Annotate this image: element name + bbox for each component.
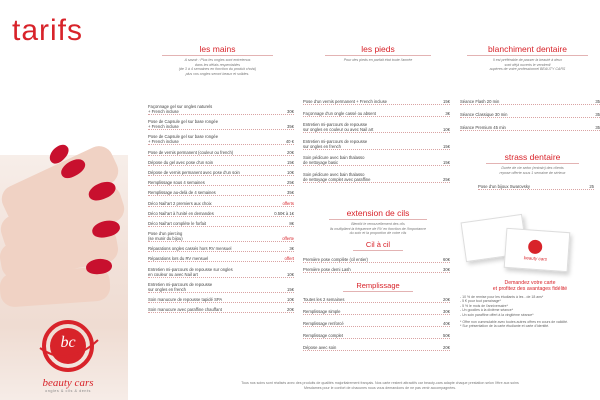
price-row-label: Façonnage d'un ongle cassé ou absent (303, 110, 376, 116)
dotted-divider (148, 175, 294, 176)
price-row-price: 15€ (443, 99, 450, 104)
price-row-price: 15€ (287, 159, 294, 165)
remplissage-section (303, 281, 453, 294)
price-row (148, 211, 294, 216)
price-row-price: 10€ (287, 271, 294, 277)
heading-divider (343, 291, 413, 292)
dotted-divider (460, 117, 600, 118)
price-row-label: Remplissage complet (303, 333, 344, 338)
strass-heading: strass dentaire (504, 152, 561, 162)
price-row (303, 99, 450, 104)
logo-monogram: bc (60, 334, 76, 351)
cil-a-cil-heading: Cil à cil (365, 239, 391, 249)
fidelite-item: - 5 € pour tout parrainage* (460, 299, 501, 304)
price-row-price: 35 (595, 112, 600, 117)
price-row (148, 170, 294, 175)
dentaire-intro: Il est préférable de passer la beauté à deux sont déjà ouverts le vendredi aupères de votre professionnel BEAUTY CARS (489, 58, 566, 72)
strass-section (470, 152, 595, 175)
price-row (148, 180, 294, 185)
card-logo-icon (528, 239, 543, 254)
dotted-divider (148, 226, 294, 227)
pieds-price-list (303, 99, 450, 188)
price-row-price: 30€ (443, 309, 450, 314)
cils-section (303, 208, 453, 253)
dotted-divider (148, 251, 294, 252)
price-row-label: Déco Nail'art complète le forfait (148, 220, 207, 226)
dotted-divider (148, 241, 294, 242)
price-row-price: 15€ (443, 143, 450, 149)
dotted-divider (478, 189, 594, 190)
price-row (303, 345, 450, 350)
mains-price-list (148, 104, 294, 317)
mains-heading: les mains (199, 44, 236, 54)
fidelite-item: - Un soin paraffine offert à la vingtième séance* (460, 312, 534, 317)
dotted-divider (460, 104, 600, 105)
price-row (303, 122, 450, 132)
price-row-label: Pose d'un vernis permanent + French incluse (303, 99, 388, 104)
card-shape (504, 228, 571, 272)
dotted-divider (148, 302, 294, 303)
price-row-price: 10€ (287, 169, 294, 175)
price-row-label: Dépose de vernis permanent avec pose d'un soin (148, 169, 240, 175)
dotted-divider (148, 292, 294, 293)
strass-intro: Durée de vie selon (entrain) des clients repose offerte sous 1 semaine de sérieux (499, 166, 566, 175)
cils-price-list (303, 257, 450, 277)
price-row (460, 99, 600, 104)
price-row-price: 35 (595, 125, 600, 130)
dotted-divider (148, 261, 294, 262)
price-row (148, 231, 294, 241)
price-row-label: Première pose demi Lash (303, 267, 351, 272)
footer-note: Tous nos soins sont réalisés avec des produits de qualités majoritairement français. Nos carte restent attractifs car beauty-cars adapte chaque prestation selon l'être aux soins Mesdames pour le confort de chacunes nous vous demandons de ne pas venir accompagnées. (241, 381, 519, 390)
price-row-price: 15€ (287, 286, 294, 292)
price-row-price: 35 (595, 99, 600, 104)
dotted-divider (303, 116, 450, 117)
price-row (303, 267, 450, 272)
price-row (478, 184, 594, 189)
price-row (460, 125, 600, 130)
price-row-price: 25€ (443, 176, 450, 182)
remplissage-price-list (303, 297, 450, 357)
price-row-price: 25€ (287, 180, 294, 186)
price-row-price: 20€ (287, 307, 294, 313)
price-row (148, 246, 294, 251)
price-row-label: Réparations lors du RV mensuel (148, 256, 209, 262)
dotted-divider (148, 155, 294, 156)
pieds-intro: Pour des pieds en parfait état toute l'année (343, 58, 413, 62)
price-row-label: Remplissage simple (303, 309, 341, 314)
price-row-price: 15€ (443, 160, 450, 165)
price-row-label: Première pose complète (cil entier) (303, 257, 368, 262)
price-row-label: Séance Classique 30 min (460, 112, 508, 117)
dentaire-price-list (460, 99, 600, 138)
heading-divider (162, 55, 273, 56)
price-row (148, 119, 294, 129)
price-row-label: Déco Nail'art 2 premiers aux choix (148, 200, 212, 206)
price-row (303, 333, 450, 338)
dotted-divider (148, 185, 294, 186)
fidelite-headline: Demandez votre carte et profitez des avantages fidélité (492, 280, 568, 292)
cils-intro: Bientôt le renouvellement des cils ils multiplient la fréquence de RV en fonction de l'importance du soin et la proportion de votre cils (329, 222, 427, 236)
fidelite-section (460, 280, 600, 329)
price-row (148, 134, 294, 144)
dotted-divider (148, 312, 294, 313)
price-row-price: 25 (589, 184, 594, 189)
fidelite-footnote: * Offre non cummulable avec toutes autres offres en cours de validité. * Sur présentation de la carte étudiante et carte d'identité. (460, 320, 569, 329)
price-row-price: 8€ (289, 220, 294, 226)
price-row (303, 172, 450, 182)
price-row-label: Soin pédicure avec bain thalasso de nettoyage basic (303, 155, 365, 165)
dotted-divider (303, 104, 450, 105)
price-row (148, 104, 294, 114)
price-row-price: 20€ (443, 345, 450, 350)
dotted-divider (148, 206, 294, 207)
mains-intro: A savoir : Plus les ongles sont entretenus dans les délais respectables (de 3 à 4 semaines en fonction du produit choisi) plus vos ongles seront beaux et solides. (178, 58, 257, 76)
price-row-label: Pose de Capsule gel sur base rongée + French incluse (148, 119, 219, 130)
price-row-label: Séance Premium 45 min (460, 125, 506, 130)
price-row (148, 282, 294, 292)
dotted-divider (303, 182, 450, 183)
dentaire-heading: blanchiment dentaire (488, 44, 567, 54)
price-row (148, 221, 294, 226)
dotted-divider (148, 144, 294, 145)
price-row (148, 256, 294, 261)
price-row (303, 139, 450, 149)
price-row-price: 10€ (443, 127, 450, 132)
price-row-price: offerte (282, 236, 294, 242)
price-row-label: Entretien mi-parcours de repousse sur ongles en couleur ou avec Nail art (303, 122, 374, 132)
price-row-label: Dépose du gel avec pose d'un soin (148, 159, 214, 165)
fidelite-item: - Un goodies à la dixième séance* (460, 308, 514, 313)
price-row-label: Entretien mi-parcours de repousse sur ongles en french (148, 281, 213, 292)
card-brand: beauty cars (523, 255, 548, 262)
price-row-price: 35€ (287, 190, 294, 196)
price-row (148, 297, 294, 302)
dotted-divider (303, 326, 450, 327)
heading-divider (329, 219, 427, 220)
dotted-divider (148, 216, 294, 217)
dotted-divider (148, 114, 294, 115)
price-row-label: Soin manucure de repousse tapidé SPA (148, 297, 223, 302)
price-row (148, 307, 294, 312)
price-row (303, 257, 450, 262)
pieds-section (303, 44, 453, 63)
heading-divider (325, 55, 431, 56)
dentaire-section (455, 44, 600, 72)
heading-divider (467, 55, 588, 56)
dotted-divider (303, 165, 450, 166)
price-row-label: Remplissage au-delà de 4 semaines (148, 190, 216, 196)
price-row-label: Pose de Capsule gel sur base rongée + French incluse (148, 134, 219, 145)
price-row (148, 150, 294, 155)
price-row (303, 297, 450, 302)
price-row (148, 267, 294, 277)
dotted-divider (148, 129, 294, 130)
dotted-divider (303, 149, 450, 150)
price-row-label: Soin manucure avec paraffine chauffant (148, 307, 222, 313)
dotted-divider (303, 350, 450, 351)
dotted-divider (460, 130, 600, 131)
price-row (303, 155, 450, 165)
price-row-price: 60€ (443, 257, 450, 262)
price-row-label: Réparations ongles cassés hors RV mensuel (148, 246, 232, 252)
dotted-divider (303, 272, 450, 273)
price-row-label: Toutes les 2 semaines (303, 297, 345, 302)
price-row-label: Déco Nail'art à l'unité en demandes (148, 210, 214, 216)
price-row (148, 160, 294, 165)
price-row-price: 0.50€ à 1€ (274, 210, 294, 216)
price-row (148, 201, 294, 206)
price-row-price: 20€ (443, 297, 450, 302)
logo-name: beauty cars (42, 377, 94, 389)
brand-logo (18, 318, 118, 398)
dotted-divider (148, 277, 294, 278)
price-row-price: 3€ (289, 246, 294, 252)
price-row-label: Séance Flash 20 min (460, 99, 500, 104)
logo-tagline: ongles & cils & dents (45, 389, 91, 393)
price-row-price: 20€ (287, 149, 294, 155)
price-row-price: 30€ (443, 267, 450, 272)
dotted-divider (303, 302, 450, 303)
price-row (303, 309, 450, 314)
price-row-label: Pose de vernis permanent (couleur ou french) (148, 149, 234, 155)
price-row-label: Dépose avec soin (303, 345, 337, 350)
dotted-divider (303, 262, 450, 263)
remplissage-heading: Remplissage (356, 281, 400, 290)
fidelite-item: - 5 % le mois de l'anniversaire* (460, 303, 508, 308)
price-row-label: Soin pédicure avec bain thalasso de nettoyage complet avec paraffine (303, 171, 371, 182)
price-row-label: Entretien mi-parcours de repousse sur ongles en couleur ou avec Nail art (148, 266, 233, 277)
price-row-label: Remplissage sous 4 semaines (148, 180, 205, 186)
price-row-price: 3€ (445, 110, 450, 116)
price-row-label: Façonnage gel sur ongles naturels + French incluse (148, 104, 213, 114)
price-row-label: Pose d'un bijoux Swarovsky (478, 184, 531, 189)
price-row-price: offert (284, 256, 294, 262)
fidelite-item: - 10 % de remise pour les étudiants à les - de 18 ans* (460, 295, 544, 299)
pieds-heading: les pieds (361, 44, 395, 54)
price-row-price: 50€ (443, 333, 450, 338)
price-row-price: 40€ (443, 321, 450, 326)
fidelite-list (460, 295, 600, 317)
price-row-label: Pose d'un piercing (se munir du bijou) (148, 231, 183, 242)
page-title: tarifs (12, 14, 84, 47)
dotted-divider (303, 132, 450, 133)
strass-price-list (478, 184, 594, 193)
heading-divider (353, 250, 403, 251)
price-row (460, 112, 600, 117)
price-row (303, 321, 450, 326)
price-row-label: Remplissage renforcé (303, 321, 344, 326)
price-row (303, 111, 450, 116)
heading-divider (486, 163, 579, 164)
price-row-price: 30€ (287, 109, 294, 114)
loyalty-card-image (455, 218, 585, 276)
price-row-label: Entretien mi-parcours de repousse sur ongles en french (303, 138, 368, 149)
dotted-divider (303, 314, 450, 315)
price-row-price: 10€ (287, 297, 294, 302)
dotted-divider (303, 338, 450, 339)
price-row (148, 190, 294, 195)
price-row-price: offerts (282, 200, 294, 206)
price-row-price: 35€ (287, 124, 294, 130)
mains-section (140, 44, 295, 76)
price-row-price: 40 € (285, 139, 294, 145)
dotted-divider (148, 165, 294, 166)
cils-heading: extension de cils (346, 208, 410, 218)
dotted-divider (148, 195, 294, 196)
